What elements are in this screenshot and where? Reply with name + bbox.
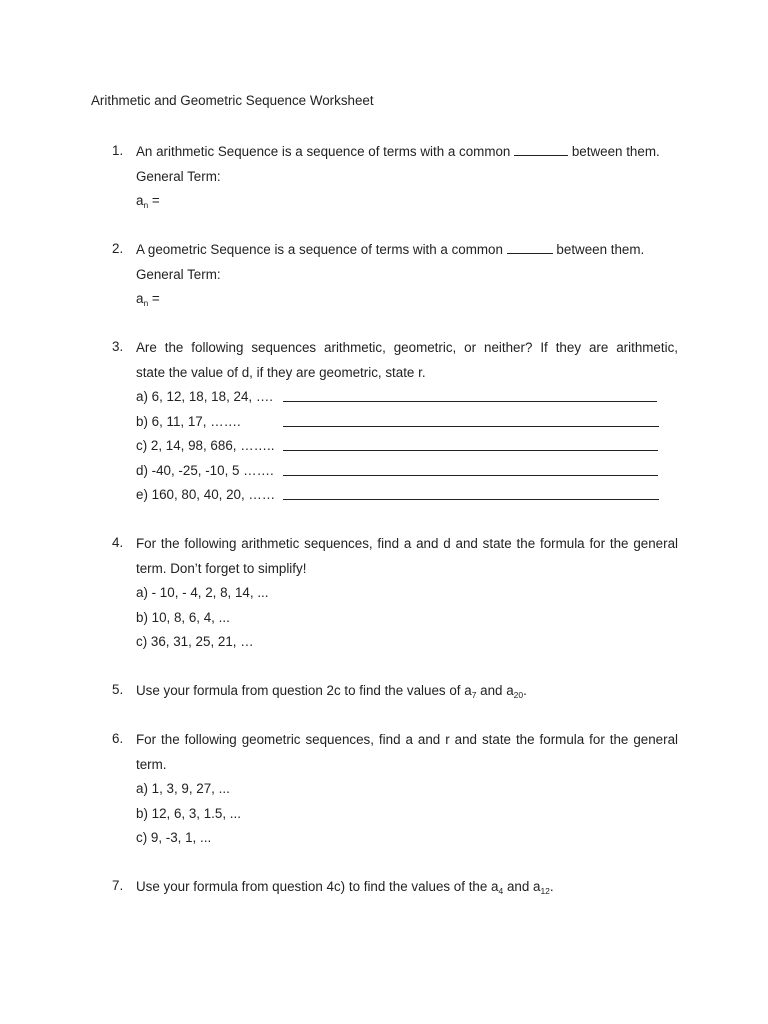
question-text: An arithmetic Sequence is a sequence of terms with a common between them. [136,144,660,159]
sequence-option: a) 1, 3, 9, 27, ... [136,781,230,796]
question-text: term. [136,756,167,772]
answer-line[interactable] [283,450,658,451]
question-text: state the value of d, if they are geometric, state r. [136,364,426,380]
answer-line[interactable] [283,401,657,402]
sequence-option: c) 36, 31, 25, 21, … [136,634,254,649]
question-text: For the following arithmetic sequences, find a and d and state the formula for the general [136,536,678,551]
question-number: 5. [112,682,124,697]
general-term-formula: $a_n$ = [136,291,160,308]
sequence-option: c) 9, -3, 1, ... [136,830,212,845]
answer-line[interactable] [283,426,659,427]
answer-line[interactable] [283,499,659,500]
sequence-option: e) 160, 80, 40, 20, …… [136,486,678,511]
fill-in-blank[interactable] [514,143,568,156]
general-term-formula: $a_n$ = [136,193,160,210]
sequence-option: b) 12, 6, 3, 1.5, ... [136,805,241,821]
question-number: 1. [112,143,124,158]
question-text: Use your formula from question 4c) to find the values of the $a_4$ and $a_{12}$. [136,879,554,896]
sequence-option: d) -40, -25, -10, 5 ……. [136,462,678,487]
fill-in-blank[interactable] [507,241,553,254]
worksheet-title: Arithmetic and Geometric Sequence Worksheet [91,93,374,108]
question-number: 7. [112,878,124,893]
sequence-option: a) - 10, - 4, 2, 8, 14, ... [136,585,269,600]
question-text: term. Don’t forget to simplify! [136,560,307,576]
general-term-label: General Term: [136,168,221,184]
question-text: Use your formula from question 2c to find the values of $a_7$ and $a_{20}$. [136,683,527,700]
question-number: 6. [112,731,124,746]
question-number: 2. [112,241,124,256]
question-text: For the following geometric sequences, find a and r and state the formula for the general [136,732,678,747]
question-number: 4. [112,535,124,550]
question-text: Are the following sequences arithmetic, geometric, or neither? If they are arithmetic, [136,340,678,355]
general-term-label: General Term: [136,266,221,282]
question-text: A geometric Sequence is a sequence of terms with a common between them. [136,242,645,257]
question-number: 3. [112,339,124,354]
sequence-option: a) 6, 12, 18, 18, 24, …. [136,388,678,413]
sequence-option: b) 6, 11, 17, ……. [136,413,678,438]
sequence-option: b) 10, 8, 6, 4, ... [136,609,230,625]
answer-line[interactable] [283,475,658,476]
sequence-option: c) 2, 14, 98, 686, …….. [136,437,678,462]
